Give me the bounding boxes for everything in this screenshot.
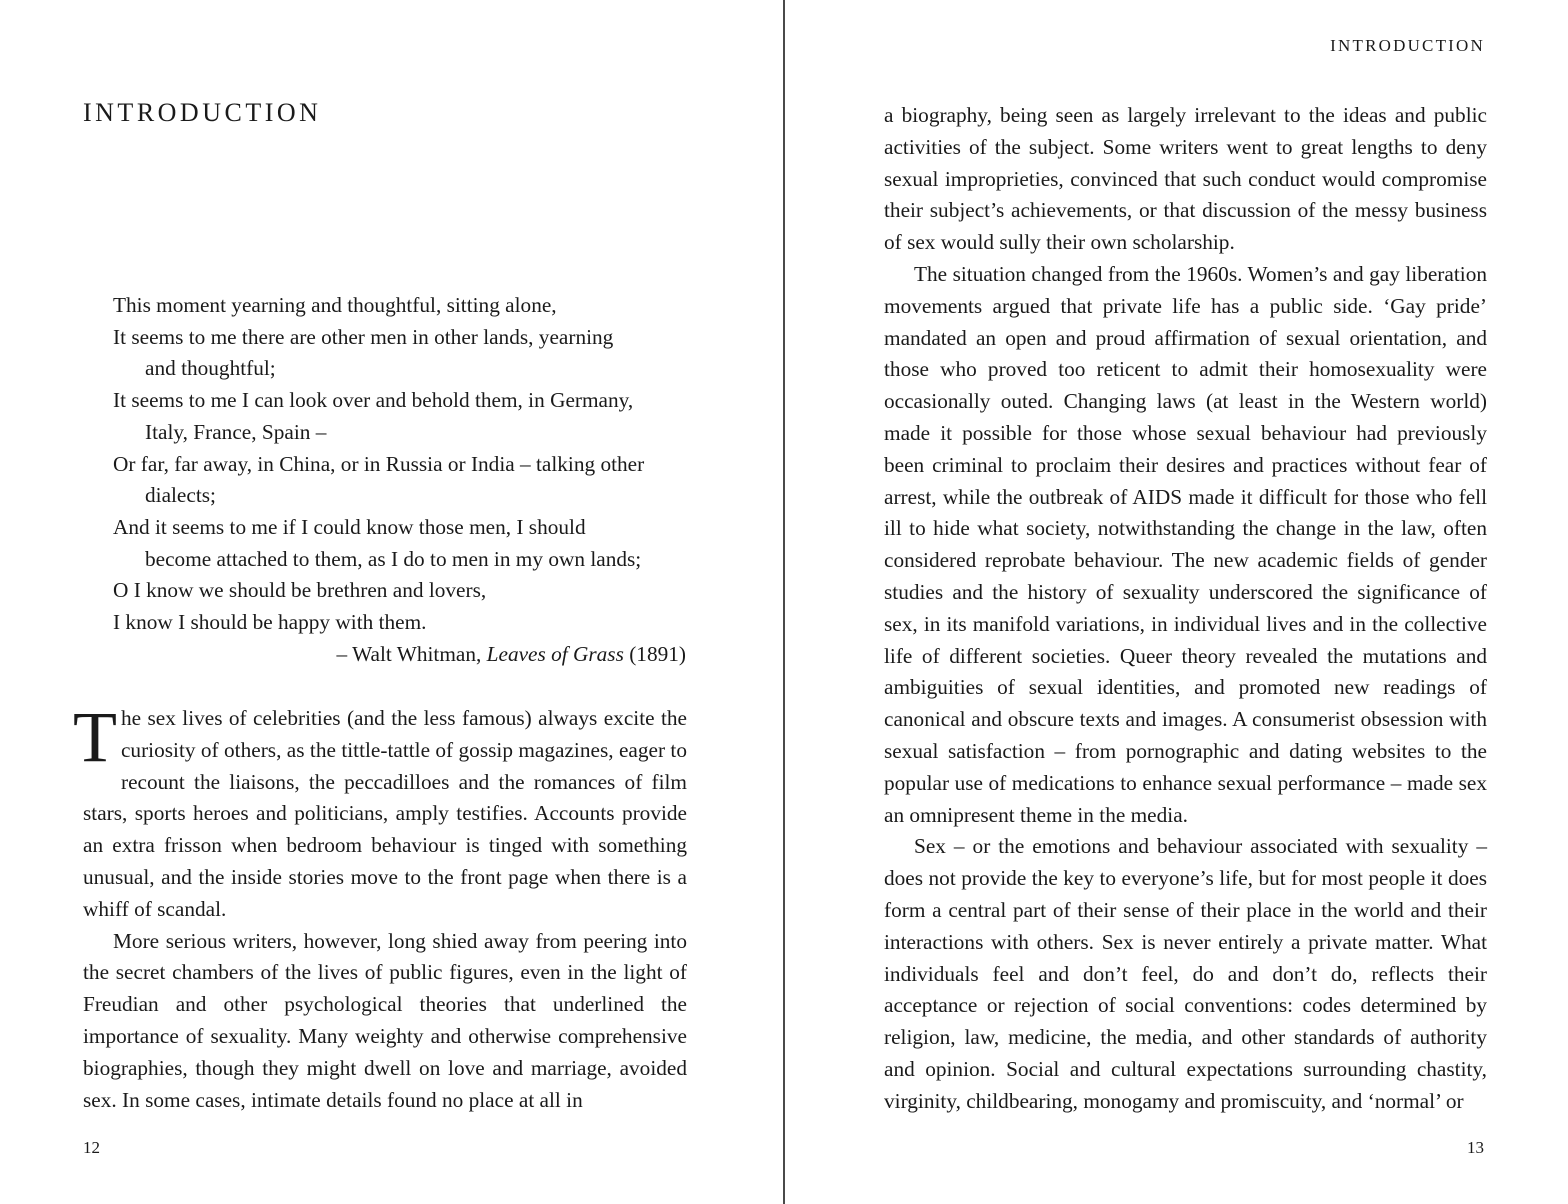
page-number: 13 (1467, 1138, 1484, 1157)
drop-cap: T (73, 697, 117, 777)
paragraph: The situation changed from the 1960s. Women’s and gay liberation movements argued that private life has a public side. ‘Gay pride’ mandated an open and proud affirmation of sexual orientation, and those who proved too reticent to admit their homosexuality were occasionally outed. Changing laws (at least in the Western world) made it possible for those whose sexual behaviour had previously been criminal to proclaim their desires and practices without fear of arrest, while the outbreak of AIDS made it difficult for those who fell ill to hide what society, notwithstanding the change in the law, often considered reprobate behaviour. The new academic fields of gender studies and the history of sexuality underscored the significance of sex, in its manifold variations, in individual lives and in the collective life of different societies. Queer theory revealed the mutations and ambiguities of sexual identities, and promoted new readings of canonical and obscure texts and images. A consumerist obsession with sexual satisfaction – from pornographic and dating websites to the popular use of medications to enhance sexual performance – made sex an omnipresent theme in the media. (884, 261, 1487, 827)
verse-line: And it seems to me if I could know those men, I should (113, 514, 586, 539)
epigraph-attribution (113, 639, 688, 671)
paragraph: More serious writers, however, long shied away from peering into the secret chambers of the lives of public figures, even in the light of Freudian and other psychological theories that underlined the importance of sexuality. Many weighty and otherwise comprehensive biographies, though they might dwell on love and marriage, avoided sex. In some cases, intimate details found no place at all in (83, 928, 687, 1112)
right-body-text (884, 100, 1487, 1118)
right-page (785, 0, 1568, 1204)
verse-line: I know I should be happy with them. (113, 610, 427, 635)
verse-line: This moment yearning and thoughtful, sitting alone, (113, 293, 557, 317)
verse-line: dialects; (145, 483, 216, 508)
running-head: INTRODUCTION (1330, 36, 1485, 55)
chapter-heading: INTRODUCTION (83, 98, 322, 127)
verse-line: It seems to me I can look over and behold them, in Germany, (113, 388, 634, 413)
page-number: 12 (83, 1138, 100, 1157)
verse-line: become attached to them, as I do to men in my own lands; (145, 546, 642, 571)
attribution-year: (1891) (623, 641, 686, 666)
epigraph (113, 290, 688, 670)
paragraph: Sex – or the emotions and behaviour associated with sexuality – does not provide the key to everyone’s life, but for most people it does form a central part of their sense of their place in the world and their interactions with others. Sex is never entirely a private matter. What individuals feel and don’t feel, do and don’t do, reflects their acceptance or rejection of social conventions: codes determined by religion, law, medicine, the media, and other standards of authority and opinion. Social and cultural expectations surrounding chastity, virginity, childbearing, monogamy and promiscuity, and ‘normal’ or (884, 834, 1487, 1113)
paragraph: a biography, being seen as largely irrelevant to the ideas and public activities of the subject. Some writers went to great lengths to deny sexual improprieties, convinced that such conduct would compromise their subject’s achievements, or that discussion of the messy business of sex would sully their own scholarship. (884, 103, 1487, 255)
paragraph-text: he sex lives of celebrities (and the less famous) always excite the curiosity of others, as the tittle-tattle of gossip magazines, eager to recount the liaisons, the peccadilloes and the romances of film stars, sports heroes and politicians, amply testifies. Accounts provide an extra frisson when bedroom behaviour is tinged with something unusual, and the inside stories move to the front page when there is a whiff of scandal. (83, 706, 687, 921)
attribution-work-title: Leaves of Grass (486, 641, 624, 666)
verse-line: O I know we should be brethren and lovers, (113, 578, 487, 603)
attribution-author: – Walt Whitman, (336, 641, 487, 666)
left-body-text (73, 697, 687, 1116)
paragraph (73, 697, 687, 926)
verse-line: Italy, France, Spain – (145, 419, 327, 444)
verse-line: Or far, far away, in China, or in Russia or India – talking other (113, 451, 645, 476)
verse-line: and thoughtful; (145, 356, 276, 381)
verse-line: It seems to me there are other men in other lands, yearning (113, 324, 614, 349)
